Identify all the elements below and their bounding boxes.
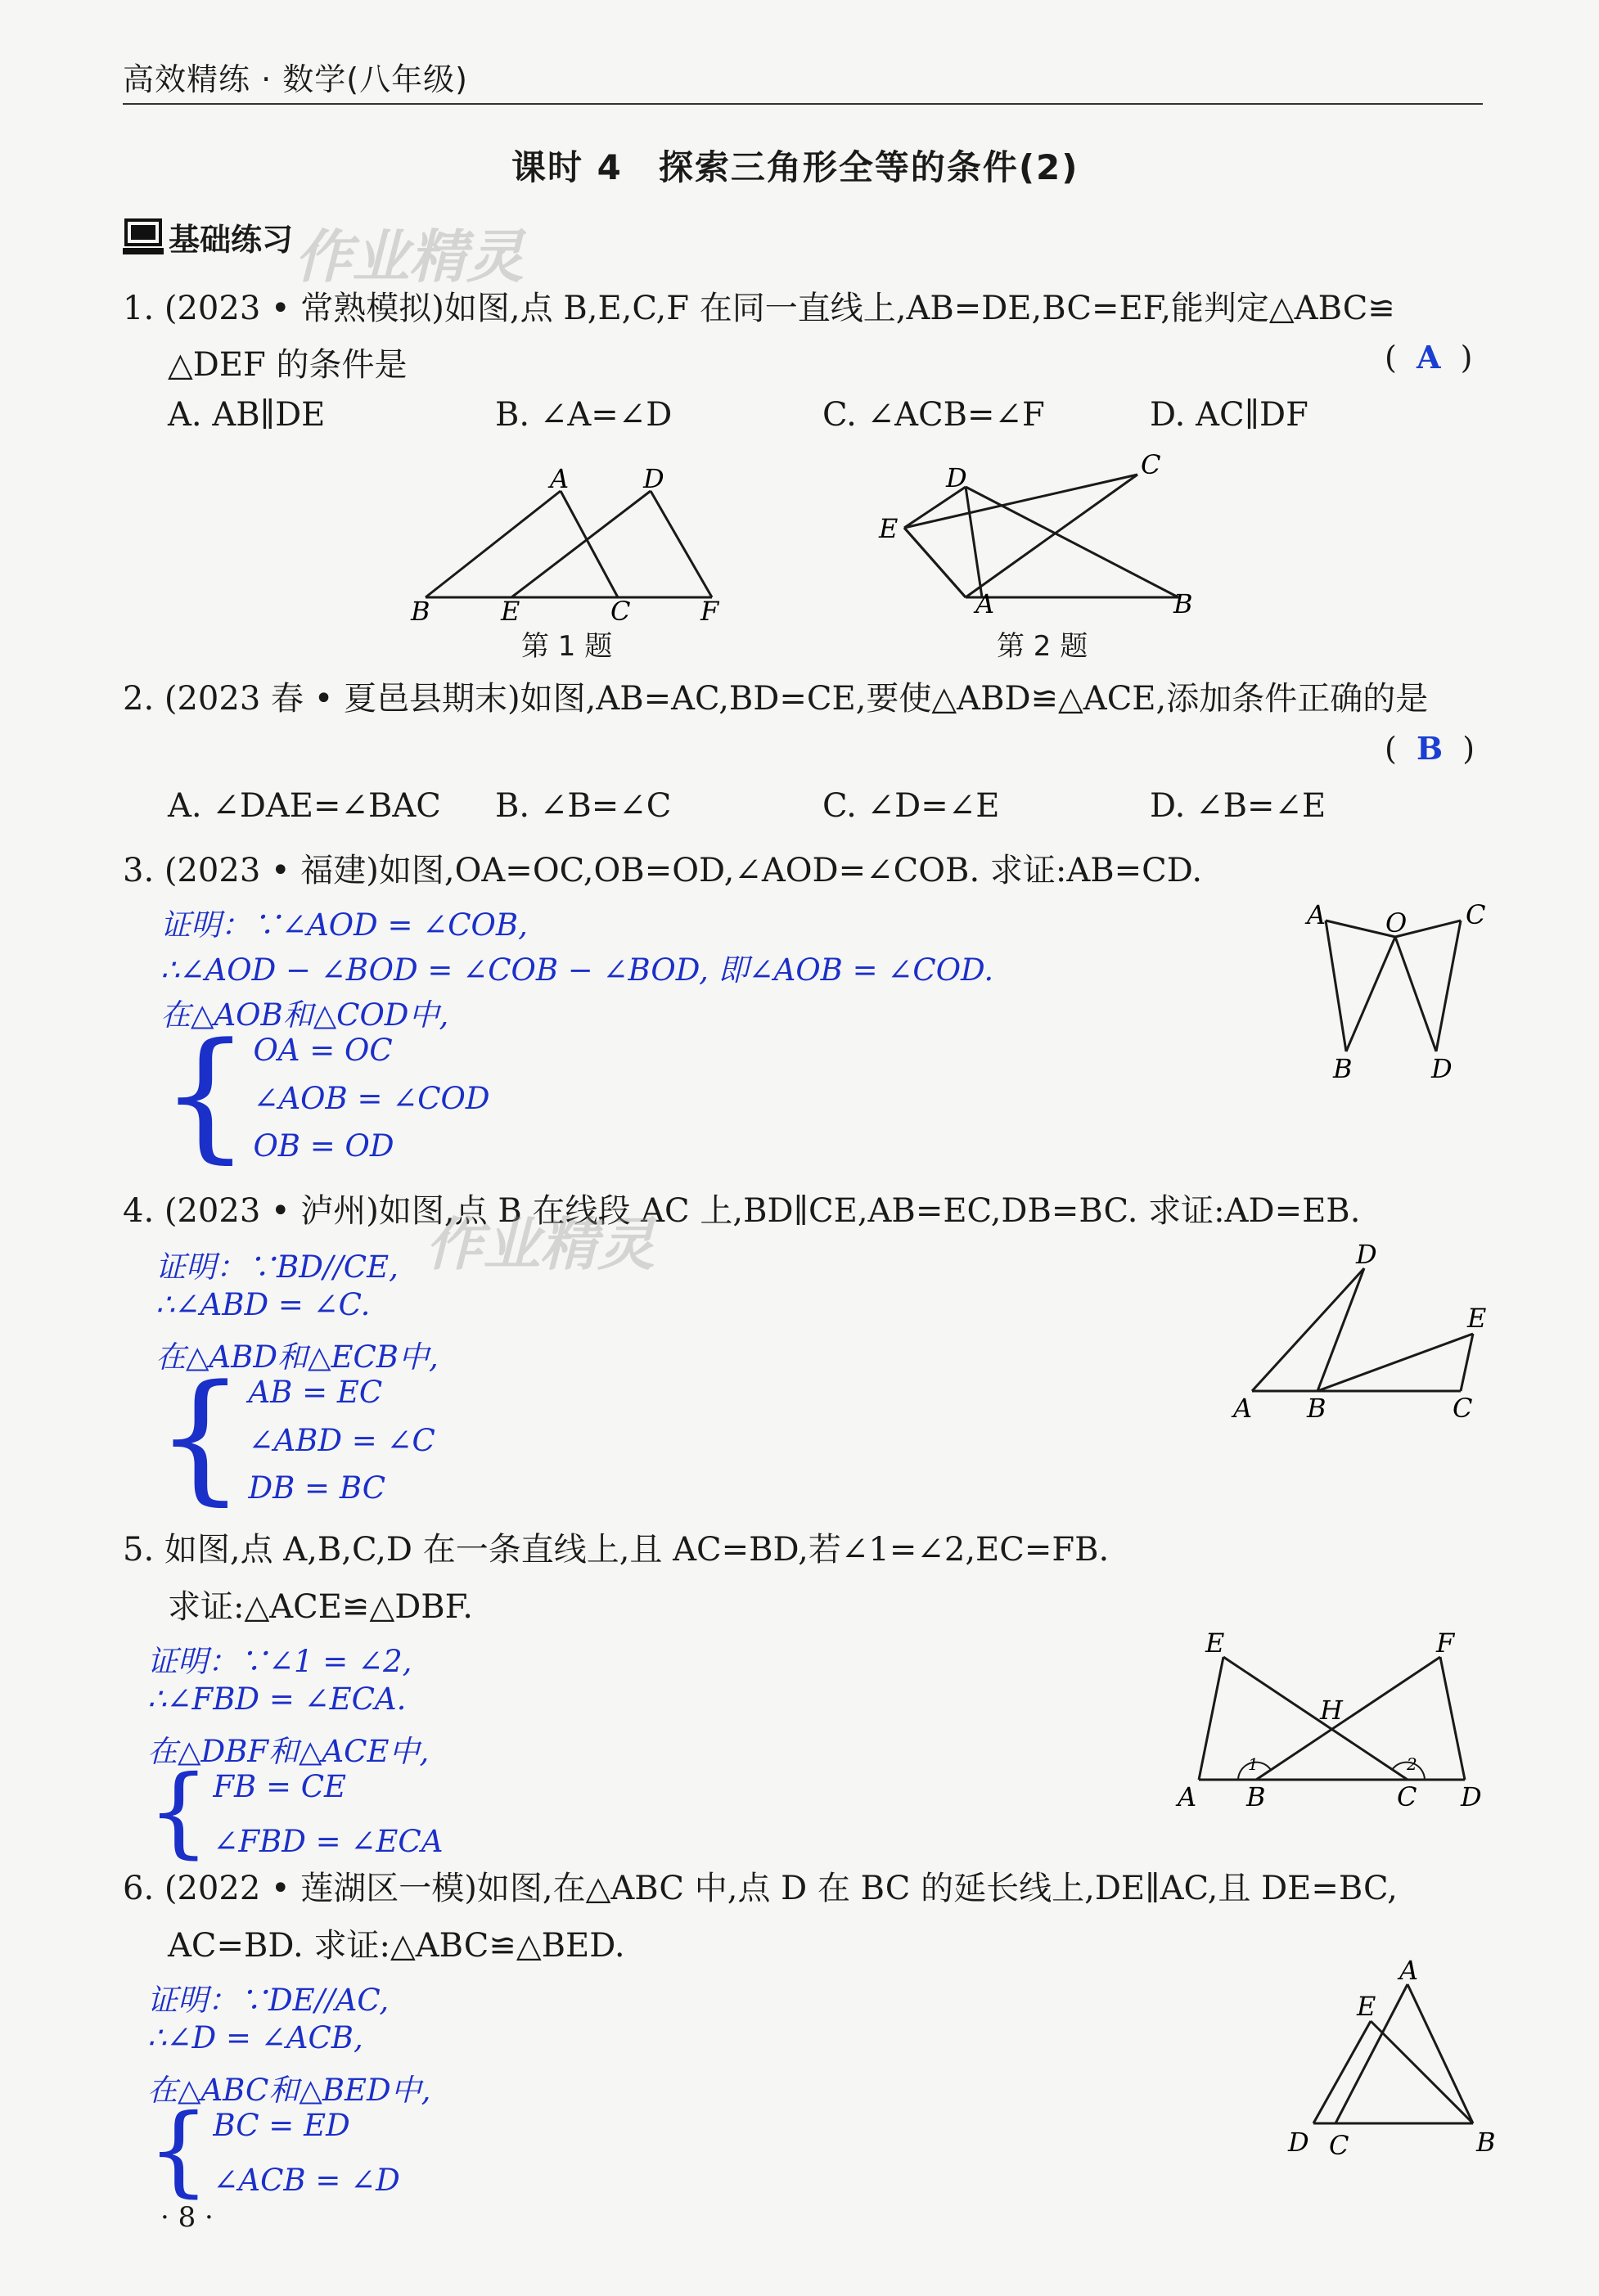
q2-answer: ( B ): [1385, 730, 1475, 767]
q4-label-b: B: [1307, 1393, 1326, 1424]
q6-label-d: D: [1288, 2127, 1309, 2156]
q5-label-a: A: [1178, 1781, 1197, 1812]
fig1-label-d: D: [643, 463, 664, 494]
q5-proof-1: 证明：∵∠1 = ∠2,: [147, 1644, 412, 1679]
q6-proof-2: ∴∠D = ∠ACB,: [147, 2020, 363, 2055]
q4-brace: {: [155, 1354, 245, 1519]
q2-option-d: D. ∠B=∠E: [1150, 787, 1326, 825]
q1-option-d: D. AC∥DF: [1150, 396, 1308, 434]
q5-label-b: B: [1246, 1781, 1266, 1812]
q3-proof-1: 证明：∵∠AOD = ∠COB,: [160, 907, 528, 943]
q6-line2: AC=BD. 求证:△ABC≌△BED.: [168, 1927, 625, 1965]
q5-system-2: ∠FBD = ∠ECA: [213, 1824, 444, 1859]
q3-system-3: OB = OD: [253, 1128, 394, 1164]
fig2-label-a: A: [975, 588, 995, 619]
q6-label-e: E: [1357, 1991, 1376, 2022]
figure-q6: [1277, 1960, 1506, 2156]
lesson-title: 课时 4 探索三角形全等的条件(2): [511, 147, 1079, 187]
q3-label-d: D: [1431, 1053, 1453, 1084]
section-heading: [123, 214, 293, 259]
q4-system-1: AB = EC: [248, 1375, 383, 1410]
q3-system-2: ∠AOB = ∠COD: [253, 1080, 490, 1116]
q1-option-c: C. ∠ACB=∠F: [822, 396, 1045, 434]
fig2-label-b: B: [1173, 588, 1193, 619]
q5-label-h: H: [1320, 1695, 1343, 1726]
watermark: 作业精灵: [295, 223, 524, 290]
q6-line1: 6. (2022 • 莲湖区一模)如图,在△ABC 中,点 D 在 BC 的延长线上,DE∥AC,且 DE=BC,: [123, 1870, 1398, 1907]
q5-system: [147, 1755, 444, 1869]
q1-answer-value: A: [1417, 339, 1441, 376]
q3-line1: 3. (2023 • 福建)如图,OA=OC,OB=OD,∠AOD=∠COB. 求证:AB=CD.: [123, 852, 1203, 889]
figure-q5: [1166, 1624, 1493, 1812]
q5-label-angle2: 2: [1407, 1754, 1417, 1774]
q5-system-1: FB = CE: [213, 1769, 347, 1804]
q5-line1: 5. 如图,点 A,B,C,D 在一条直线上,且 AC=BD,若∠1=∠2,EC=FB.: [123, 1531, 1110, 1569]
fig2-caption: 第 2 题: [997, 630, 1088, 663]
q4-system-3: DB = BC: [248, 1470, 386, 1506]
q4-label-a: A: [1233, 1393, 1253, 1424]
figure-q1: [401, 458, 745, 630]
page-number: · 8 ·: [160, 2201, 214, 2234]
q5-brace: {: [147, 1755, 210, 1869]
q4-system-2: ∠ABD = ∠C: [248, 1422, 435, 1458]
q3-proof-2: ∴∠AOD − ∠BOD = ∠COB − ∠BOD, 即∠AOB = ∠COD.: [160, 952, 994, 988]
watermark-2: 作业精灵: [426, 1211, 655, 1278]
q4-line1: 4. (2023 • 泸州)如图,点 B 在线段 AC 上,BD∥CE,AB=EC,DB=BC. 求证:AD=EB.: [123, 1192, 1361, 1230]
q1-line1: 1. (2023 • 常熟模拟)如图,点 B,E,C,F 在同一直线上,AB=DE,BC=EF,能判定△ABC≌: [123, 290, 1395, 327]
q5-label-d: D: [1461, 1781, 1482, 1812]
q4-label-e: E: [1467, 1303, 1487, 1334]
q1-line2: △DEF 的条件是: [168, 346, 408, 384]
q6-system-2: ∠ACB = ∠D: [213, 2163, 400, 2198]
q3-system-1: OA = OC: [253, 1033, 393, 1068]
q3-label-c: C: [1466, 899, 1486, 930]
q4-proof-1: 证明：∵BD//CE,: [155, 1249, 399, 1285]
computer-icon: [123, 217, 164, 258]
fig1-label-e: E: [501, 596, 520, 627]
q5-proof-2: ∴∠FBD = ∠ECA.: [147, 1681, 407, 1717]
q2-option-c: C. ∠D=∠E: [822, 787, 1000, 825]
q2-option-a: A. ∠DAE=∠BAC: [168, 787, 441, 825]
q1-option-b: B. ∠A=∠D: [495, 396, 673, 434]
q3-proof-3: 在△AOB和△COD中,: [160, 997, 449, 1033]
q6-proof-1: 证明：∵DE//AC,: [147, 1983, 390, 2018]
figure-q4: [1223, 1236, 1502, 1424]
q1-option-a: A. AB∥DE: [168, 396, 326, 434]
q6-label-a: A: [1399, 1960, 1419, 1986]
fig2-label-d: D: [946, 462, 967, 493]
fig2-label-c: C: [1141, 449, 1161, 480]
q6-label-c: C: [1329, 2130, 1349, 2156]
q5-label-e: E: [1205, 1627, 1225, 1659]
figure-q3: [1297, 896, 1493, 1092]
q5-proof-3: 在△DBF和△ACE中,: [147, 1734, 430, 1769]
q2-option-b: B. ∠B=∠C: [495, 787, 672, 825]
fig1-label-c: C: [610, 596, 631, 627]
q6-proof-3: 在△ABC和△BED中,: [147, 2073, 431, 2108]
fig1-label-f: F: [700, 596, 719, 627]
q3-brace: {: [160, 1012, 250, 1177]
q4-proof-2: ∴∠ABD = ∠C.: [155, 1287, 371, 1322]
q1-answer: ( A ): [1385, 339, 1473, 376]
q6-brace: {: [147, 2094, 210, 2208]
header-rule: [123, 103, 1483, 105]
q3-label-o: O: [1385, 907, 1408, 939]
q4-proof-3: 在△ABD和△ECB中,: [155, 1339, 439, 1375]
fig2-label-e: E: [879, 513, 899, 544]
q3-label-a: A: [1307, 899, 1326, 930]
q5-label-f: F: [1436, 1627, 1455, 1659]
q6-label-b: B: [1476, 2127, 1496, 2156]
q6-system: [147, 2094, 400, 2208]
q6-system-1: BC = ED: [213, 2108, 350, 2143]
q2-line1: 2. (2023 春 • 夏邑县期末)如图,AB=AC,BD=CE,要使△ABD≌△ACE,添加条件正确的是: [123, 680, 1429, 718]
figure-q2: [867, 446, 1211, 634]
q5-line2: 求证:△ACE≌△DBF.: [168, 1588, 473, 1626]
q4-label-d: D: [1356, 1239, 1377, 1270]
q5-label-angle1: 1: [1248, 1754, 1259, 1774]
fig1-caption: 第 1 题: [521, 630, 613, 663]
q2-answer-value: B: [1417, 730, 1444, 767]
running-header: 高效精练 · 数学(八年级): [123, 61, 468, 97]
q4-label-c: C: [1453, 1393, 1473, 1424]
fig1-label-a: A: [550, 463, 570, 494]
fig1-label-b: B: [411, 596, 430, 627]
q5-label-c: C: [1397, 1781, 1417, 1812]
q3-label-b: B: [1333, 1053, 1353, 1084]
section-title: 基础练习: [169, 222, 294, 258]
